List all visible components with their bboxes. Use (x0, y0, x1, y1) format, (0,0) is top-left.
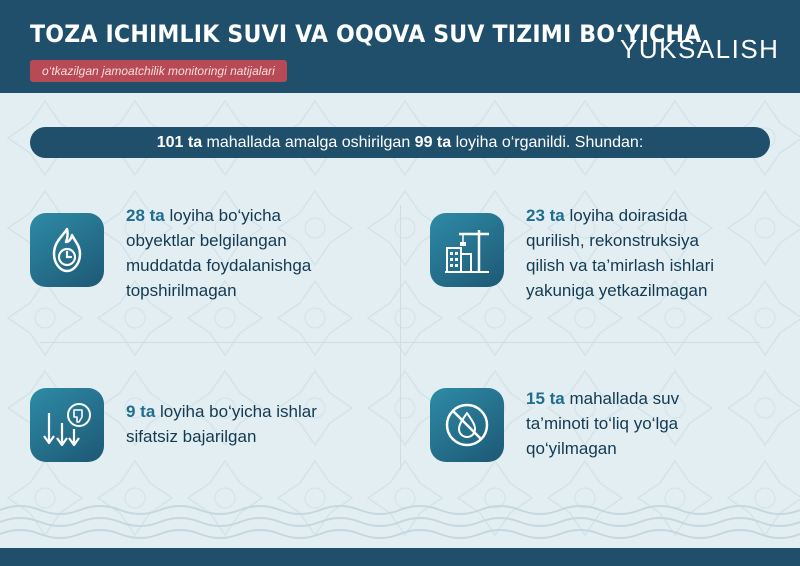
stat-3-icon-tile (30, 388, 104, 462)
stat-4-line-2: ta’minoti to‘liq yo‘lga (526, 414, 679, 433)
stat-2-line-1: loyiha doirasida (564, 206, 688, 225)
page-subtitle: o‘tkazilgan jamoatchilik monitoringi natijalari (30, 60, 287, 82)
thumbs-down-arrows-icon (41, 399, 93, 451)
summary-text-1: mahallada amalga oshirilgan (202, 134, 415, 151)
stat-2-icon-tile (430, 213, 504, 287)
summary-count-loyiha: 99 ta (414, 134, 452, 151)
footer-bar (0, 548, 800, 566)
flame-clock-icon (42, 225, 92, 275)
page-title: TOZA ICHIMLIK SUVI VA OQOVA SUV TIZIMI BO‘YICHA (30, 20, 702, 48)
stat-3-text (126, 399, 317, 449)
brand-logo: YUKSALISH (620, 34, 780, 64)
summary-text-2: loyiha o‘rganildi. Shundan: (451, 134, 644, 151)
stat-4-number: 15 ta (526, 389, 565, 408)
stat-1-line-3: muddatda foydalanishga (126, 256, 312, 275)
stat-2-line-3: qilish va ta’mirlash ishlari (526, 256, 715, 275)
header-banner (0, 0, 800, 93)
summary-count-mahalla: 101 ta (156, 134, 203, 151)
stat-4-text (526, 386, 679, 461)
decorative-waves (0, 500, 800, 548)
stat-1-number: 28 ta (126, 206, 165, 225)
stat-2-line-4: yakuniga yetkazilmagan (526, 281, 708, 300)
stat-3-number: 9 ta (126, 402, 156, 421)
stat-3-line-2: sifatsiz bajarilgan (126, 427, 257, 446)
stat-4-line-1: mahallada suv (564, 389, 680, 408)
stat-2-line-2: qurilish, rekonstruksiya (526, 231, 699, 250)
grid-divider-vertical (400, 205, 401, 470)
stat-2-number: 23 ta (526, 206, 565, 225)
grid-divider-horizontal (40, 342, 760, 343)
stat-3-line-1: loyiha bo‘yicha ishlar (155, 402, 317, 421)
no-water-icon (441, 399, 493, 451)
construction-crane-icon (441, 224, 493, 276)
stat-1-line-1: loyiha bo‘yicha (164, 206, 281, 225)
stat-4-line-3: qo‘yilmagan (526, 439, 617, 458)
stat-2-text (526, 203, 714, 303)
stat-1-line-4: topshirilmagan (126, 281, 237, 300)
stat-1-icon-tile (30, 213, 104, 287)
summary-banner (30, 127, 770, 158)
stat-1-line-2: obyektlar belgilangan (126, 231, 287, 250)
stat-1-text (126, 203, 311, 303)
stat-4-icon-tile (430, 388, 504, 462)
